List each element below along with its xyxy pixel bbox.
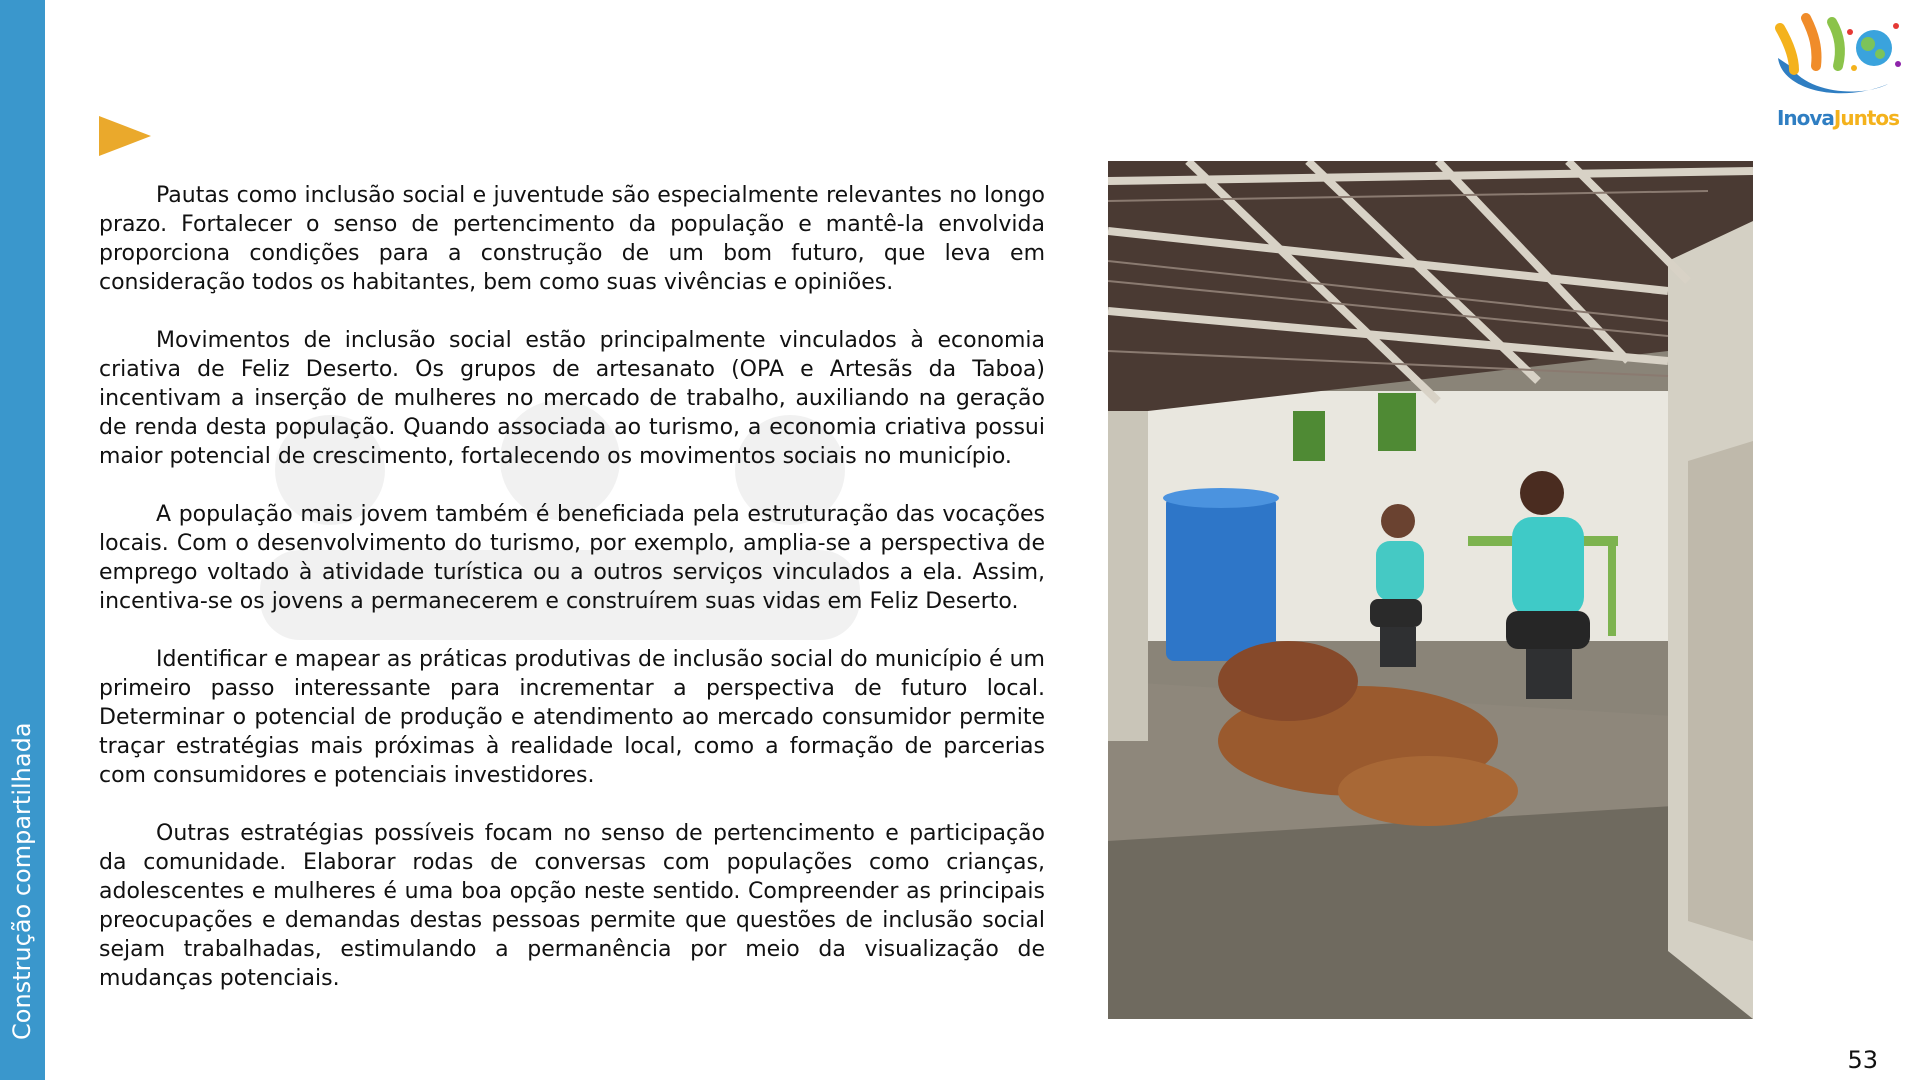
paragraph: Outras estratégias possíveis focam no senso de pertencimento e participação da comunidade. Elaborar rodas de conversas com populações como crianças, adolescentes e mulheres é uma boa opção neste sentido. Compreender as principais preocupações e demandas destas pessoas permite que questões de inclusão social sejam trabalhadas, estimulando a permanência por meio da visualização de mudanças potenciais. [99,821,1045,991]
paragraph: Movimentos de inclusão social estão principalmente vinculados à economia criativa de Feliz Deserto. Os grupos de artesanato (OPA e Artesãs da Taboa) incentivam a inserção de mulheres no mercado de trabalho, auxiliando na geração de renda desta população. Quando associada ao turismo, a economia criativa possui maior potencial de crescimento, fortalecendo os movimentos sociais no município. [99,328,1045,469]
logo-word-inova: Inova [1776,106,1834,130]
sidebar-band [0,0,45,1080]
logo-wordmark [1764,106,1912,130]
logo-mark [1770,12,1906,104]
sidebar-label: Construção compartilhada [8,722,36,1040]
artisans-photo [1108,161,1753,1019]
logo-word-juntos: Juntos [1833,106,1900,130]
paragraph: Identificar e mapear as práticas produtivas de inclusão social do município é um primeiro passo interessante para incrementar a perspectiva de futuro local. Determinar o potencial de produção e atendimento ao mercado consumidor permite traçar estratégias mais próximas à realidade local, como a formação de parcerias com consumidores e potenciais investidores. [99,647,1045,788]
play-arrow-icon [99,116,151,156]
paragraph: A população mais jovem também é beneficiada pela estruturação das vocações locais. Com o desenvolvimento do turismo, por exemplo, amplia-se a perspectiva de emprego voltado à atividade turística ou a outros serviços vinculados a ela. Assim, incentiva-se os jovens a permanecerem e construírem suas vidas em Feliz Deserto. [99,502,1045,614]
page-number: 53 [1847,1046,1878,1074]
paragraph: Pautas como inclusão social e juventude são especialmente relevantes no longo prazo. Fortalecer o senso de pertencimento da população e mantê-la envolvida proporciona condições para a construção de um bom futuro, que leva em consideração todos os habitantes, bem como suas vivências e opiniões. [99,183,1045,295]
body-text [99,181,1045,1022]
inovajuntos-logo [1764,12,1912,136]
